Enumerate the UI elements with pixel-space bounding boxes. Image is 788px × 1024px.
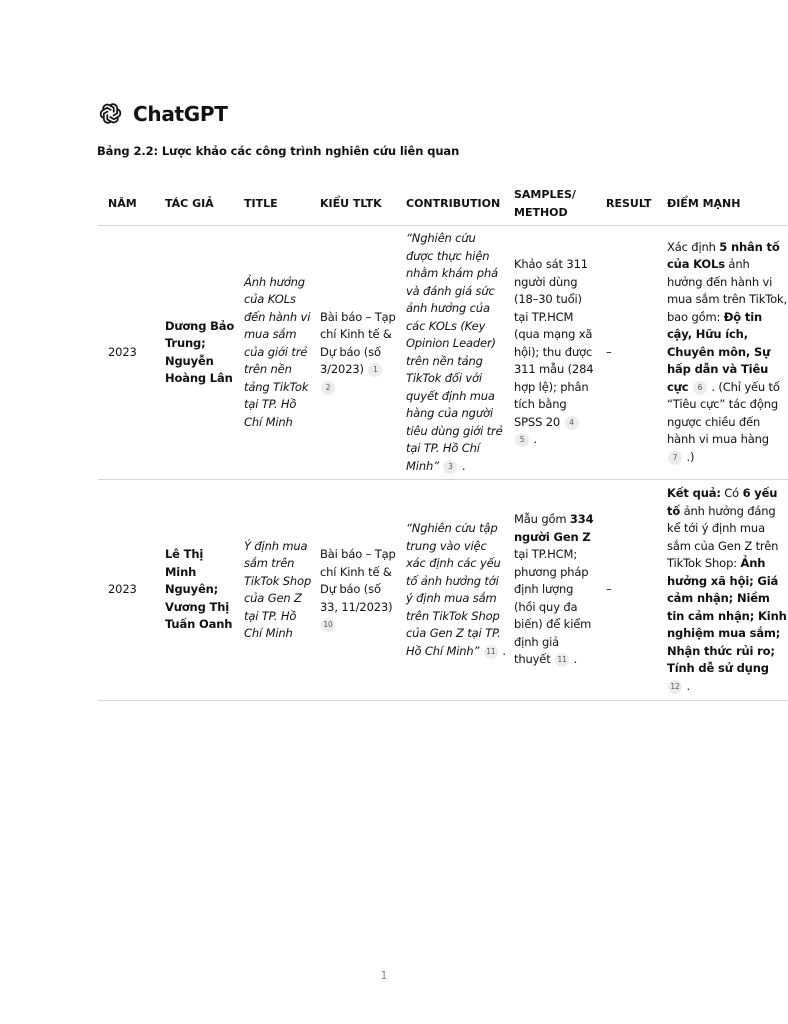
citation-badge[interactable]: 5 bbox=[515, 433, 529, 447]
citation-badge[interactable]: 11 bbox=[555, 653, 569, 667]
table-row bbox=[98, 480, 788, 701]
cell-year: 2023 bbox=[98, 226, 165, 480]
table-row bbox=[98, 226, 788, 480]
cell-result: – bbox=[606, 480, 667, 701]
table-header-row bbox=[98, 182, 788, 226]
header-type: KIỂU TLTK bbox=[320, 182, 406, 226]
citation-badge[interactable]: 2 bbox=[321, 381, 335, 395]
cell-title: Ảnh hưởng của KOLs đến hành vi mua sắm của giới trẻ trên nền tảng TikTok tại TP. Hồ Chí Minh bbox=[244, 226, 320, 480]
chatgpt-header bbox=[97, 100, 228, 127]
header-author: TÁC GIẢ bbox=[165, 182, 244, 226]
cell-result: – bbox=[606, 226, 667, 480]
header-strength: ĐIỂM MẠNH bbox=[667, 182, 788, 226]
openai-logo-icon bbox=[97, 100, 124, 127]
table-caption: Bảng 2.2: Lược khảo các công trình nghiên cứu liên quan bbox=[97, 144, 460, 158]
citation-badge[interactable]: 6 bbox=[693, 381, 707, 395]
literature-review-table bbox=[98, 182, 788, 701]
citation-badge[interactable]: 11 bbox=[484, 645, 498, 659]
cell-samples: Khảo sát 311 người dùng (18–30 tuổi) tại TP.HCM (qua mạng xã hội); thu được 311 mẫu (284 hợp lệ); phân tích bằng SPSS 20 4 5 . bbox=[514, 226, 606, 480]
cell-strength: Kết quả: Có 6 yếu tố ảnh hưởng đáng kể tới ý định mua sắm của Gen Z trên TikTok Shop: Ảnh hưởng xã hội; Giá cảm nhận; Niềm tin cảm nhận; Kinh nghiệm mua sắm; Nhận thức rủi ro; Tính dễ sử dụng 12 . bbox=[667, 480, 788, 701]
citation-badge[interactable]: 4 bbox=[565, 416, 579, 430]
cell-contribution: “Nghiên cứu tập trung vào việc xác định các yếu tố ảnh hưởng tới ý định mua sắm trên TikTok Shop của Gen Z tại TP. Hồ Chí Minh” 11 . bbox=[406, 480, 514, 701]
cell-contribution: “Nghiên cứu được thực hiện nhằm khám phá và đánh giá sức ảnh hưởng của các KOLs (Key Opinion Leader) trên nền tảng TikTok đối với quyết định mua hàng của người tiêu dùng giới trẻ tại TP. Hồ Chí Minh” 3 . bbox=[406, 226, 514, 480]
cell-author: Lê Thị Minh Nguyên; Vương Thị Tuấn Oanh bbox=[165, 480, 244, 701]
cell-samples: Mẫu gồm 334 người Gen Z tại TP.HCM; phương pháp định lượng (hồi quy đa biến) để kiểm định giả thuyết 11 . bbox=[514, 480, 606, 701]
cell-type: Bài báo – Tạp chí Kinh tế & Dự báo (số 33, 11/2023) 10 bbox=[320, 480, 406, 701]
cell-year: 2023 bbox=[98, 480, 165, 701]
citation-badge[interactable]: 12 bbox=[668, 680, 682, 694]
citation-badge[interactable]: 3 bbox=[443, 460, 457, 474]
cell-type: Bài báo – Tạp chí Kinh tế & Dự báo (số 3/2023) 12 bbox=[320, 226, 406, 480]
page-number: 1 bbox=[380, 969, 388, 982]
citation-badge[interactable]: 7 bbox=[668, 451, 682, 465]
header-year: NĂM bbox=[98, 182, 165, 226]
citation-badge[interactable]: 10 bbox=[321, 618, 335, 632]
header-title: TITLE bbox=[244, 182, 320, 226]
header-result: RESULT bbox=[606, 182, 667, 226]
cell-strength: Xác định 5 nhân tố của KOLs ảnh hưởng đến hành vi mua sắm trên TikTok, bao gồm: Độ tin cậy, Hữu ích, Chuyên môn, Sự hấp dẫn và Tiêu cực 6 . (Chỉ yếu tố “Tiêu cực” tác động ngược chiều đến hành vi mua hàng 7 .) bbox=[667, 226, 788, 480]
cell-title: Ý định mua sắm trên TikTok Shop của Gen Z tại TP. Hồ Chí Minh bbox=[244, 480, 320, 701]
cell-author: Dương Bảo Trung; Nguyễn Hoàng Lân bbox=[165, 226, 244, 480]
header-contribution: CONTRIBUTION bbox=[406, 182, 514, 226]
header-samples-method: SAMPLES/ METHOD bbox=[514, 182, 606, 226]
app-name: ChatGPT bbox=[133, 101, 228, 126]
citation-badge[interactable]: 1 bbox=[368, 363, 382, 377]
